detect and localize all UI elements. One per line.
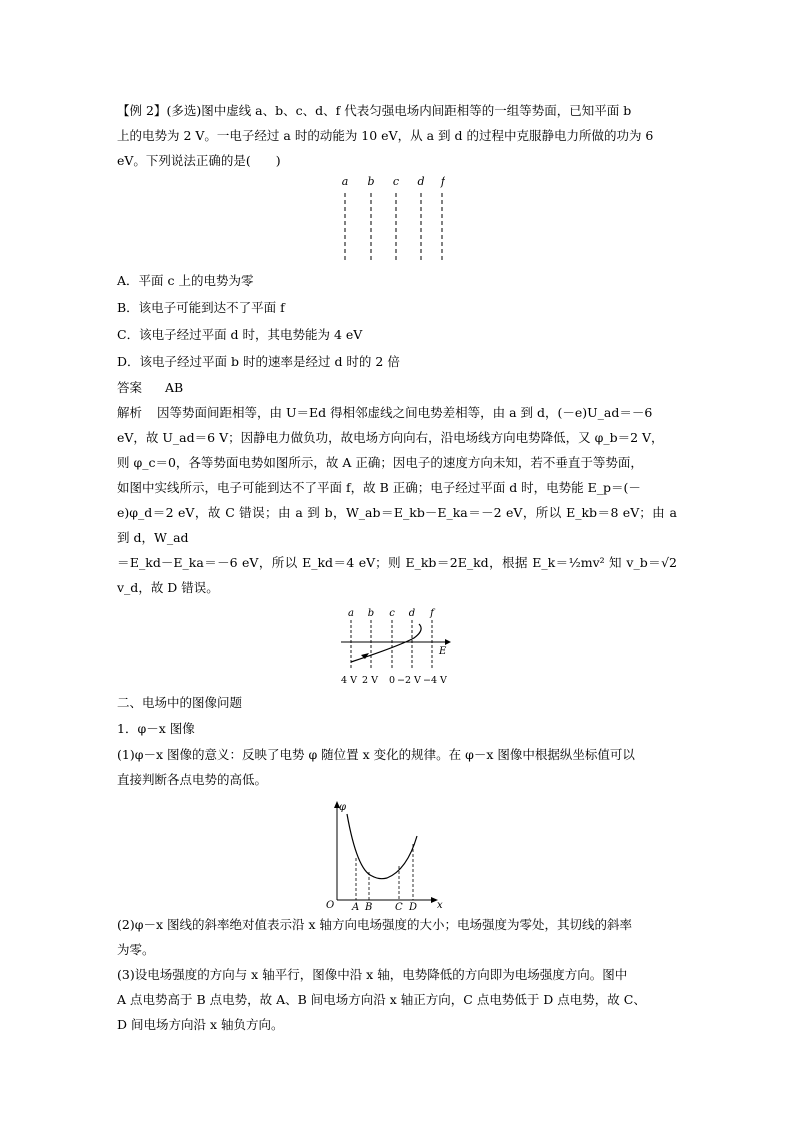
option-c: C．该电子经过平面 d 时，其电势能为 4 eV xyxy=(117,327,363,342)
solution xyxy=(117,400,677,600)
solution-line-3: 则 φ_c＝0，各等势面电势如图所示，故 A 正确；因电子的速度方向未知，若不垂直于等势面， xyxy=(117,455,643,470)
point-d-label: D xyxy=(409,902,418,910)
field-label: E xyxy=(439,646,447,657)
plane-label-b: b xyxy=(367,175,375,188)
electron-trajectory xyxy=(351,624,421,662)
paragraph-3-line-3: D 间电场方向沿 x 轴负方向。 xyxy=(117,1017,284,1032)
plane-label-f: f xyxy=(440,175,445,188)
paragraph-1 xyxy=(117,742,677,792)
solution-line-4: 如图中实线所示，电子可能到达不了平面 f，故 B 正确；电子经过平面 d 时，电势能 E_p＝(－ xyxy=(117,480,641,495)
solution-line-2: eV，故 U_ad＝6 V；因静电力做负功，故电场方向向右，沿电场线方向电势降低，又 φ_b＝2 V， xyxy=(117,430,664,445)
solution-line-6: ＝E_kd－E_ka＝－6 eV，所以 E_kd＝4 eV；则 E_kb＝2E_kd，根据 E_k＝½mv² 知 v_b＝√2 v_d，故 D 错误。 xyxy=(117,555,677,595)
option-b: B．该电子可能到达不了平面 f xyxy=(117,300,285,315)
point-a-label: A xyxy=(352,902,360,910)
x-axis-label: x xyxy=(437,900,443,910)
plane-label-d: d xyxy=(417,175,425,188)
paragraph-1-line-1: (1)φ－x 图像的意义：反映了电势 φ 随位置 x 变化的规律。在 φ－x 图像中根据纵坐标值可以 xyxy=(117,747,635,762)
paragraph-1-line-2: 直接判断各点电势的高低。 xyxy=(117,772,268,787)
example-type: (多选) xyxy=(166,103,202,118)
potential-b: 2 V xyxy=(362,675,378,686)
plane-label-a: a xyxy=(341,175,349,188)
option-a: A．平面 c 上的电势为零 xyxy=(117,273,254,288)
point-c-label: C xyxy=(395,902,403,910)
paragraph-3 xyxy=(117,962,677,1037)
solution-label: 解析 xyxy=(117,405,143,420)
paragraph-3-line-1: (3)设电场强度的方向与 x 轴平行，图像中沿 x 轴，电势降低的方向即为电场强度方向。图中 xyxy=(117,967,628,982)
potential-f: −4 V xyxy=(423,675,447,686)
phi-x-graph xyxy=(317,800,457,910)
answer xyxy=(117,375,677,400)
paragraph-3-line-2: A 点电势高于 B 点电势，故 A、B 间电场方向沿 x 轴正方向，C 点电势低于 D 点电势，故 C、 xyxy=(117,992,646,1007)
option-d: D．该电子经过平面 b 时的速率是经过 d 时的 2 倍 xyxy=(117,354,400,369)
options-list xyxy=(117,267,677,375)
solution-line-1: 因等势面间距相等，由 U＝Ed 得相邻虚线之间电势差相等，由 a 到 d，(－e)U_ad＝－6 xyxy=(157,405,653,420)
answer-label: 答案 xyxy=(117,380,143,395)
document-page xyxy=(117,98,677,1037)
section-title: 二、电场中的图像问题 xyxy=(117,695,243,710)
example-line-1: 图中虚线 a、b、c、d、f 代表匀强电场内间距相等的一组等势面，已知平面 b xyxy=(201,103,632,118)
origin-label: O xyxy=(326,900,335,910)
paragraph-2 xyxy=(117,912,677,962)
example-tag: 【例 2】 xyxy=(117,103,167,118)
y-axis-label: φ xyxy=(339,802,347,813)
solution-line-5: e)φ_d＝2 eV，故 C 错误；由 a 到 b，W_ab＝E_kb－E_ka＝－2 eV，所以 E_kb＝8 eV；由 a 到 d，W_ad xyxy=(117,505,677,545)
answer-value: AB xyxy=(165,380,184,395)
fig2-plane-d: d xyxy=(408,608,416,619)
example-line-2: 上的电势为 2 V。一电子经过 a 时的动能为 10 eV，从 a 到 d 的过程中克服静电力所做的功为 6 xyxy=(117,128,654,143)
fig2-plane-c: c xyxy=(389,608,395,619)
phi-curve xyxy=(347,814,417,879)
plane-label-c: c xyxy=(392,175,400,188)
potential-c: 0 xyxy=(389,675,396,686)
example-line-3: eV。下列说法正确的是( ) xyxy=(117,153,281,168)
potential-planes-figure xyxy=(339,606,459,686)
example-text xyxy=(117,98,677,173)
potential-d: −2 V xyxy=(397,675,421,686)
paragraph-2-line-1: (2)φ－x 图线的斜率绝对值表示沿 x 轴方向电场强度的大小；电场强度为零处，其切线的斜率 xyxy=(117,917,632,932)
paragraph-2-line-2: 为零。 xyxy=(117,942,155,957)
point-b-label: B xyxy=(365,902,373,910)
field-arrow-icon xyxy=(445,639,451,645)
fig2-plane-a: a xyxy=(348,608,354,619)
potential-a: 4 V xyxy=(341,675,357,686)
equipotential-planes-figure xyxy=(325,173,445,263)
fig2-plane-b: b xyxy=(367,608,375,619)
fig2-plane-f: f xyxy=(430,608,434,619)
subsection-title: 1．φ－x 图像 xyxy=(117,721,195,736)
